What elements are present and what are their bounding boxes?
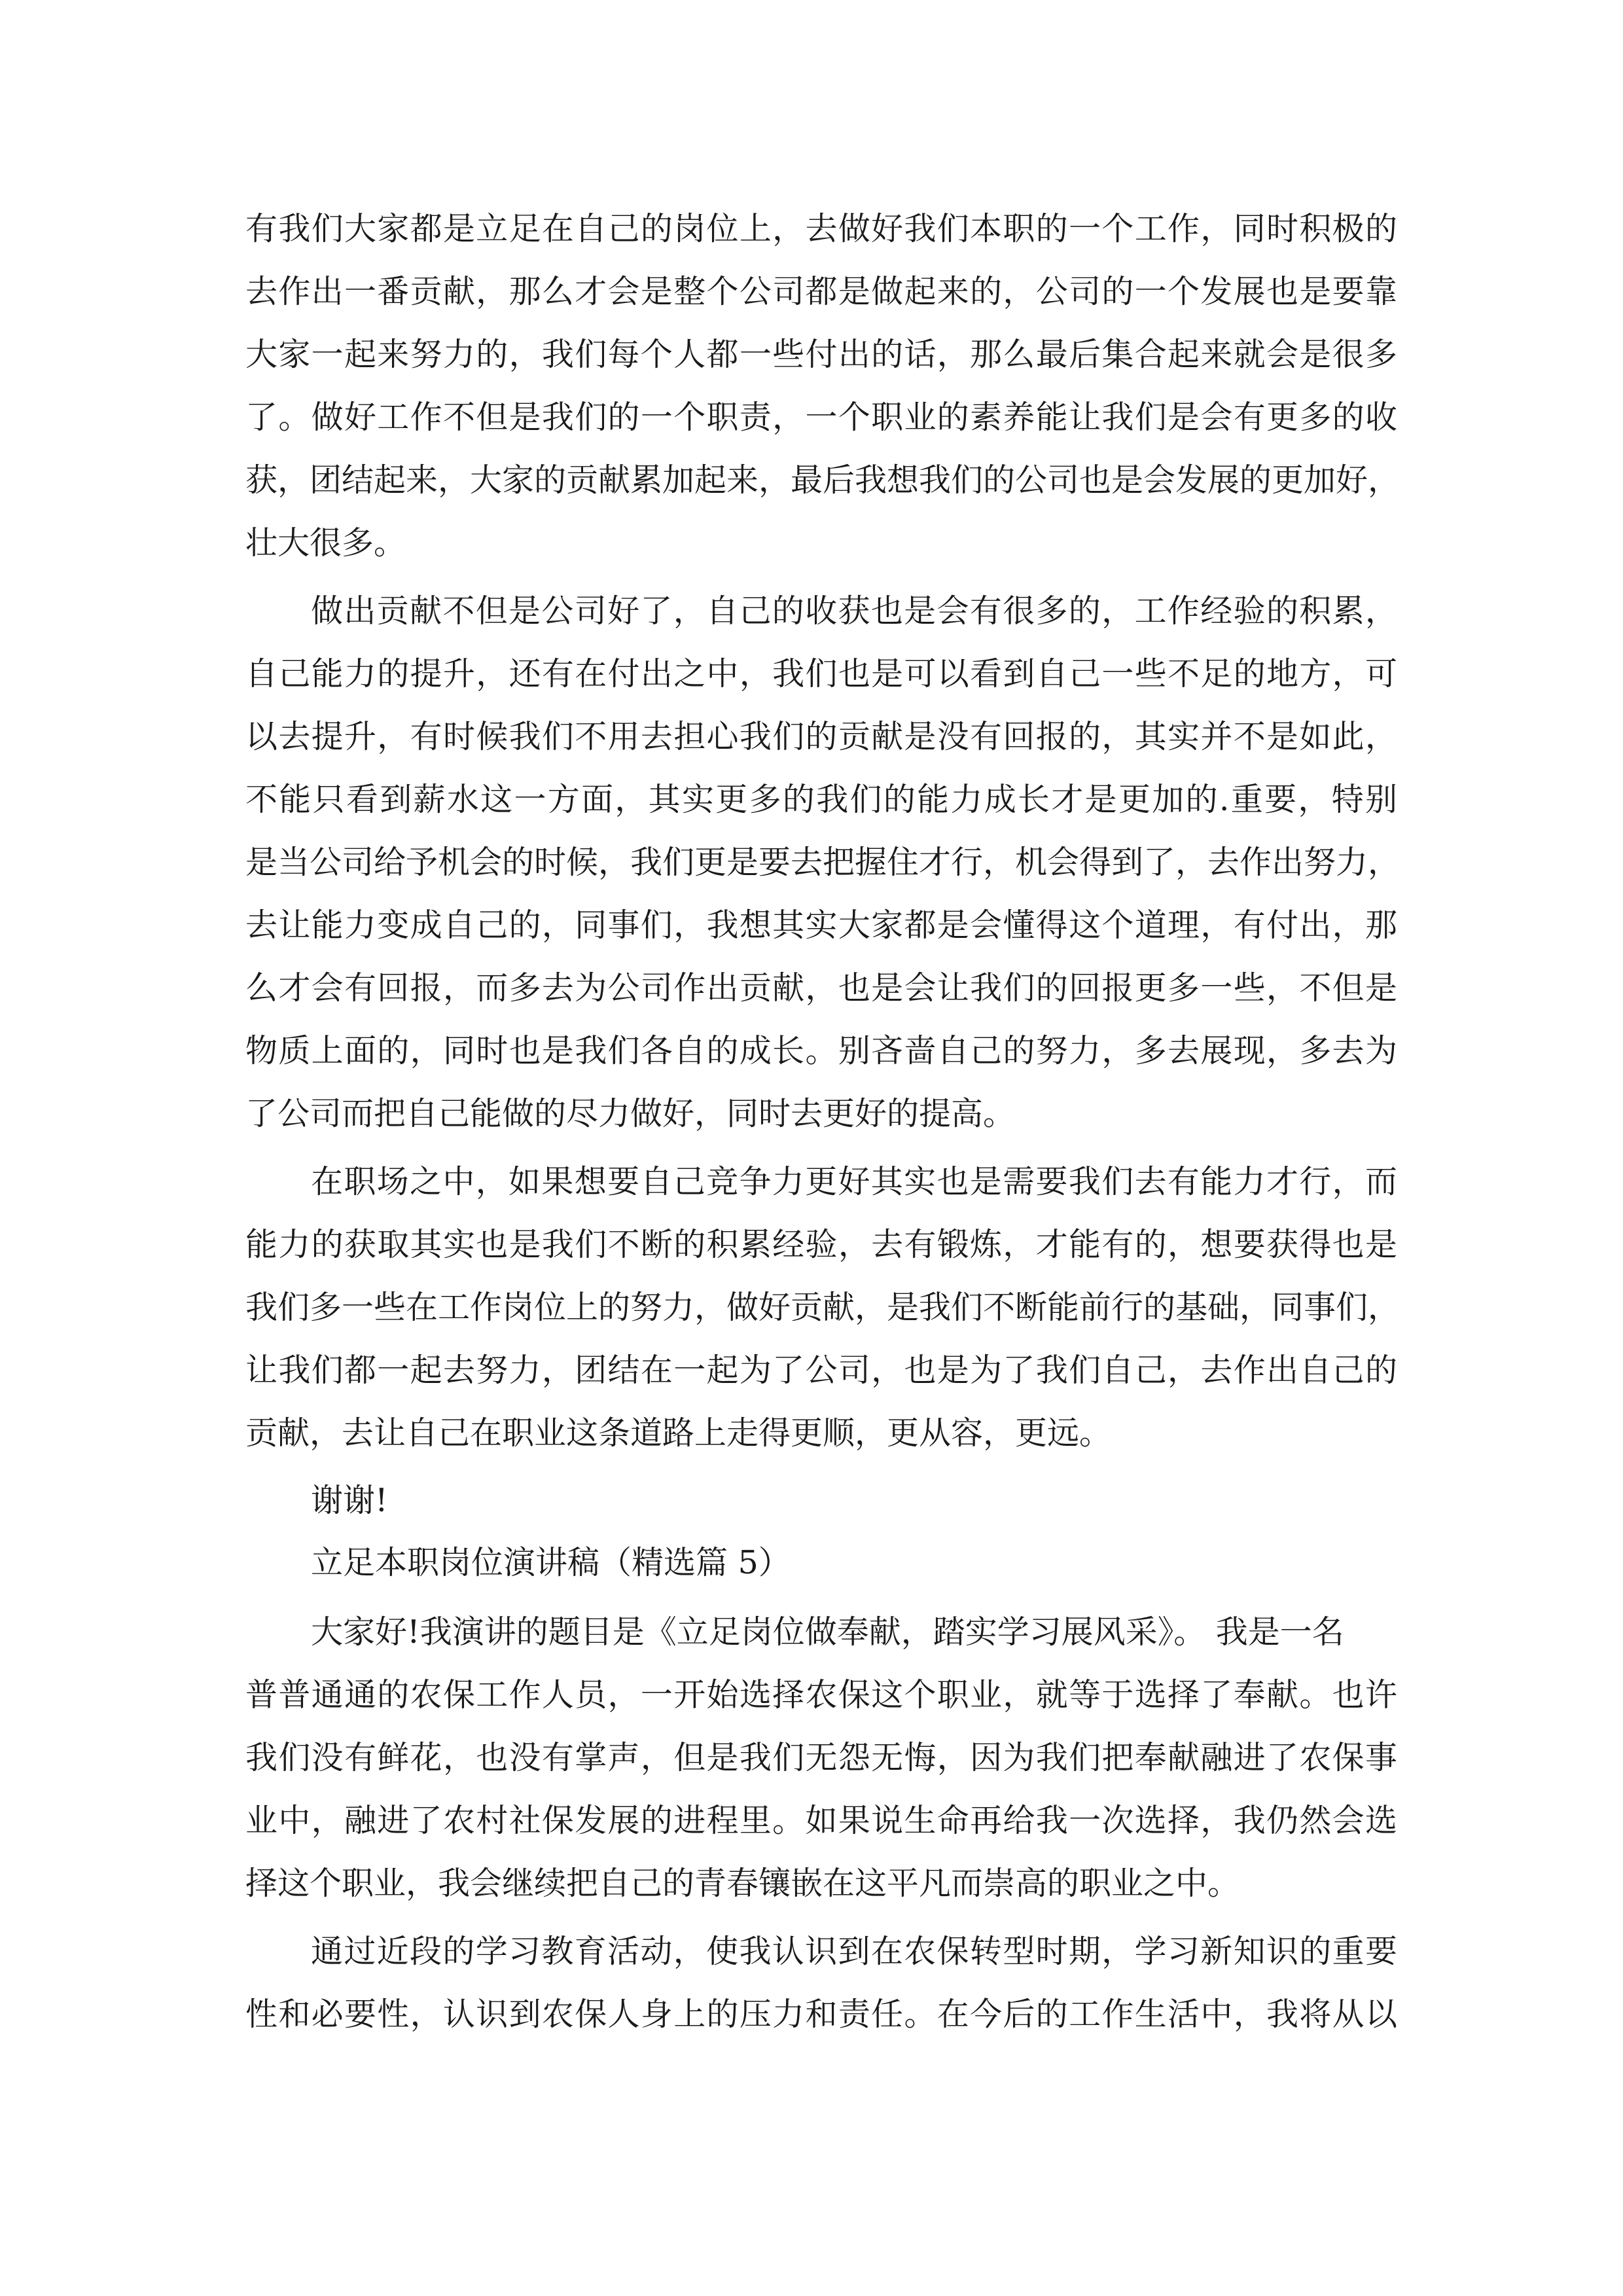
paragraph-3-line-4: 让我们都一起去努力，团结在一起为了公司，也是为了我们自己，去作出自己的 [245,1352,1397,1389]
paragraph-4-line-3: 我们没有鲜花，也没有掌声，但是我们无怨无悔，因为我们把奉献融进了农保事 [245,1739,1397,1776]
paragraph-4-line-4: 业中，融进了农村社保发展的进程里。如果说生命再给我一次选择，我仍然会选 [245,1802,1397,1839]
paragraph-3-line-2: 能力的获取其实也是我们不断的积累经验，去有锻炼，才能有的，想要获得也是 [245,1226,1397,1263]
paragraph-1-line-5: 获，团结起来，大家的贡献累加起来，最后我想我们的公司也是会发展的更加好， [245,461,1400,499]
paragraph-1-line-2: 去作出一番贡献，那么才会是整个公司都是做起来的，公司的一个发展也是要靠 [245,273,1397,310]
paragraph-2-line-1: 做出贡献不但是公司好了，自己的收获也是会有很多的，工作经验的积累， [311,592,1397,630]
paragraph-1-line-6: 壮大很多。 [245,524,406,562]
paragraph-2-line-6: 去让能力变成自己的，同事们，我想其实大家都是会懂得这个道理，有付出，那 [245,906,1397,944]
thanks-line: 谢谢! [311,1482,388,1519]
paragraph-3-line-5: 贡献，去让自己在职业这条道路上走得更顺，更从容，更远。 [245,1414,1112,1452]
paragraph-2-line-4: 不能只看到薪水这一方面，其实更多的我们的能力成长才是更加的.重要，特别 [245,781,1397,818]
paragraph-4-line-5: 择这个职业，我会继续把自己的青春镶嵌在这平凡而崇高的职业之中。 [245,1865,1240,1902]
paragraph-3-line-3: 我们多一些在工作岗位上的努力，做好贡献，是我们不断能前行的基础，同事们， [245,1289,1400,1326]
paragraph-4-line-1: 大家好!我演讲的题目是《立足岗位做奉献，踏实学习展风采》。 我是一名 [311,1613,1344,1651]
paragraph-2-line-2: 自己能力的提升，还有在付出之中，我们也是可以看到自己一些不足的地方，可 [245,655,1397,692]
paragraph-2-line-9: 了公司而把自己能做的尽力做好，同时去更好的提高。 [245,1095,1016,1132]
paragraph-1-line-3: 大家一起来努力的，我们每个人都一些付出的话，那么最后集合起来就会是很多 [245,336,1397,373]
paragraph-2-line-3: 以去提升，有时候我们不用去担心我们的贡献是没有回报的，其实并不是如此， [245,718,1397,755]
paragraph-1-line-4: 了。做好工作不但是我们的一个职责，一个职业的素养能让我们是会有更多的收 [245,399,1397,436]
paragraph-4-line-2: 普普通通的农保工作人员，一开始选择农保这个职业，就等于选择了奉献。也许 [245,1676,1397,1713]
section-title: 立足本职岗位演讲稿（精选篇 5） [311,1544,791,1581]
paragraph-2-line-8: 物质上面的，同时也是我们各自的成长。别吝啬自己的努力，多去展现，多去为 [245,1032,1397,1069]
paragraph-2-line-7: 么才会有回报，而多去为公司作出贡献，也是会让我们的回报更多一些，不但是 [245,969,1397,1007]
paragraph-2-line-5: 是当公司给予机会的时候，我们更是要去把握住才行，机会得到了，去作出努力， [245,844,1400,881]
paragraph-3-line-1: 在职场之中，如果想要自己竞争力更好其实也是需要我们去有能力才行，而 [311,1163,1397,1200]
paragraph-5-line-1: 通过近段的学习教育活动，使我认识到在农保转型时期，学习新知识的重要 [311,1933,1397,1970]
paragraph-1-line-1: 有我们大家都是立足在自己的岗位上，去做好我们本职的一个工作，同时积极的 [245,210,1397,247]
paragraph-5-line-2: 性和必要性，认识到农保人身上的压力和责任。在今后的工作生活中，我将从以 [245,1996,1397,2033]
